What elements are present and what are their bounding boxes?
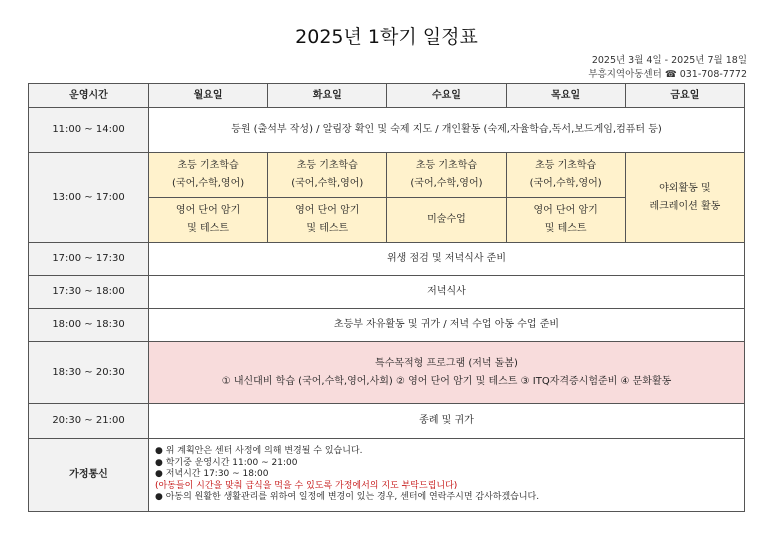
activity-cell-mon-top xyxy=(149,153,268,198)
notice-warning: (아동들이 시간을 맞춰 급식을 먹을 수 있도록 가정에서의 지도 부탁드립니다) xyxy=(155,480,458,491)
activity-line: 초등 기초학습 xyxy=(535,160,597,171)
header-tue: 화요일 xyxy=(268,84,387,108)
center-name: 부흥지역아동센터 xyxy=(588,69,662,80)
phone-icon: ☎ xyxy=(664,69,677,80)
activity-cell: 초등부 자유활동 및 귀가 / 저녁 수업 아동 수업 준비 xyxy=(149,309,745,342)
table-row xyxy=(29,404,745,439)
period-text: 2025년 3월 4일 - 2025년 7월 18일 xyxy=(591,55,747,66)
activity-line: (국어,수학,영어) xyxy=(410,178,483,189)
activity-line: ① 내신대비 학습 (국어,수학,영어,사회) ② 영어 단어 암기 및 테스트 ③ ITQ자격증시험준비 ④ 문화활동 xyxy=(221,375,672,387)
activity-cell-fri xyxy=(625,153,744,243)
activity-cell-special xyxy=(149,342,745,404)
activity-line: 야외활동 및 xyxy=(659,182,711,194)
header-wed: 수요일 xyxy=(387,84,506,108)
activity-cell-tue-top xyxy=(268,153,387,198)
notice-cell xyxy=(149,439,745,512)
header-time: 운영시간 xyxy=(29,84,149,108)
table-row xyxy=(29,309,745,342)
notice-item: ● 위 계획안은 센터 사정에 의해 변경될 수 있습니다. xyxy=(155,446,363,457)
activity-line: 및 테스트 xyxy=(306,223,349,234)
activity-line: 초등 기초학습 xyxy=(415,160,478,171)
contact-line xyxy=(588,68,747,82)
activity-line: 특수목적형 프로그램 (저녁 돌봄) xyxy=(375,357,518,369)
time-cell: 20:30 ~ 21:00 xyxy=(29,404,149,439)
notice-label: 가정통신 xyxy=(29,439,149,512)
time-cell: 17:30 ~ 18:00 xyxy=(29,276,149,309)
time-cell: 13:00 ~ 17:00 xyxy=(29,153,149,243)
activity-line: 레크레이션 활동 xyxy=(649,200,721,212)
activity-line: 영어 단어 암기 xyxy=(175,205,241,216)
activity-cell-wed-bottom: 미술수업 xyxy=(387,198,506,243)
activity-line: 초등 기초학습 xyxy=(296,160,358,171)
activity-line: 및 테스트 xyxy=(544,223,587,234)
time-cell: 18:00 ~ 18:30 xyxy=(29,309,149,342)
time-cell: 11:00 ~ 14:00 xyxy=(29,108,149,153)
activity-line: 영어 단어 암기 xyxy=(533,205,598,216)
phone-number: 031-708-7772 xyxy=(679,69,747,80)
activity-line: 영어 단어 암기 xyxy=(295,205,360,216)
header-row xyxy=(29,84,745,108)
table-row xyxy=(29,439,745,512)
activity-line: (국어,수학,영어) xyxy=(529,178,602,189)
activity-cell-mon-bottom xyxy=(149,198,268,243)
table-row xyxy=(29,276,745,309)
table-row xyxy=(29,108,745,153)
header-fri: 금요일 xyxy=(625,84,744,108)
notice-item: ● 학기중 운영시간 11:00 ~ 21:00 xyxy=(155,457,298,468)
header-mon: 월요일 xyxy=(149,84,268,108)
page-title: 2025년 1학기 일정표 xyxy=(295,26,478,48)
notice-item: ● 아동의 원활한 생활관리를 위하여 일정에 변경이 있는 경우, 센터에 연락주시면 감사하겠습니다. xyxy=(155,492,540,503)
table-row xyxy=(29,243,745,276)
table-row xyxy=(29,342,745,404)
notice-item: ● 저녁시간 17:30 ~ 18:00 xyxy=(155,469,269,480)
activity-line: (국어,수학,영어) xyxy=(172,178,245,189)
activity-cell-tue-bottom xyxy=(268,198,387,243)
time-cell: 17:00 ~ 17:30 xyxy=(29,243,149,276)
activity-line: 초등 기초학습 xyxy=(177,160,239,171)
header-thu: 목요일 xyxy=(506,84,625,108)
activity-line: 및 테스트 xyxy=(187,223,229,234)
activity-cell: 종례 및 귀가 xyxy=(149,404,745,439)
activity-cell: 등원 (출석부 작성) / 알림장 확인 및 숙제 지도 / 개인활동 (숙제,자율학습,독서,보드게임,컴퓨터 등) xyxy=(149,108,745,153)
header-meta xyxy=(588,54,747,82)
activity-cell-wed-top xyxy=(387,153,506,198)
table-row xyxy=(29,153,745,198)
activity-cell-thu-top xyxy=(506,153,625,198)
activity-cell: 위생 점검 및 저녁식사 준비 xyxy=(149,243,745,276)
activity-line: (국어,수학,영어) xyxy=(291,178,364,189)
time-cell: 18:30 ~ 20:30 xyxy=(29,342,149,404)
activity-cell-thu-bottom xyxy=(506,198,625,243)
activity-cell: 저녁식사 xyxy=(149,276,745,309)
schedule-table xyxy=(28,83,745,512)
